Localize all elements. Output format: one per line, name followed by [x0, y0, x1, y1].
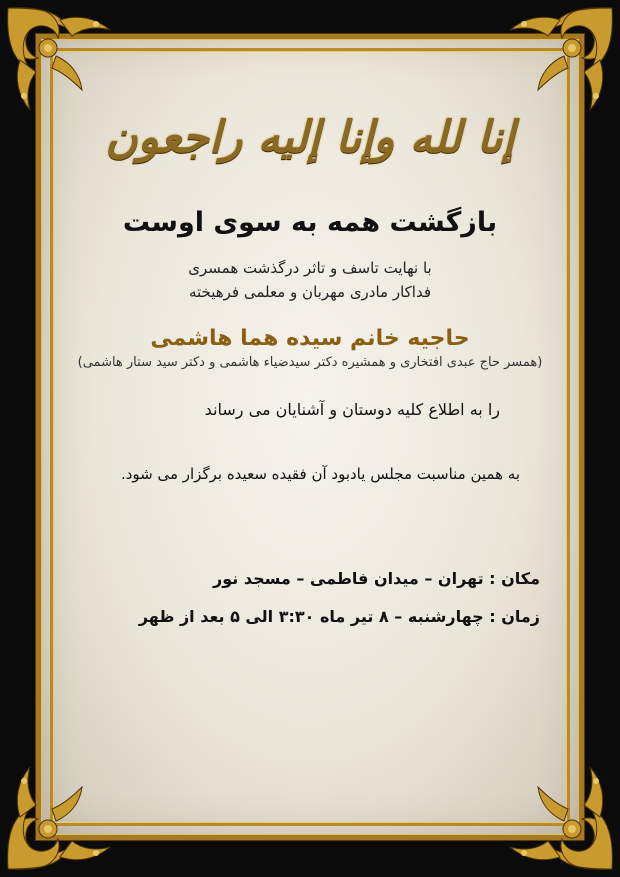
family-relations: (همسر حاج عبدی افتخاری و همشیره دکتر سیدضیاء هاشمی و دکتر سید ستار هاشمی): [77, 355, 543, 370]
ornament-corner-icon: [0, 759, 118, 877]
quranic-calligraphy: إنا لله وإنا إليه راجعون: [105, 112, 515, 163]
main-heading: بازگشت همه به سوی اوست: [122, 207, 498, 238]
announcement-content: [60, 100, 560, 636]
intro-line-1: با نهایت تاسف و تاثر درگذشت همسری: [188, 259, 432, 277]
memorial-text: به همین مناسبت مجلس یادبود آن فقیده سعیده برگزار می شود.: [120, 465, 520, 483]
intro-text: [60, 256, 560, 304]
inform-text: را به اطلاع کلیه دوستان و آشنایان می رساند: [204, 400, 500, 419]
ornament-corner-icon: [502, 759, 620, 877]
time-line: زمان : چهارشنبه – ۸ تیر ماه ۳:۳۰ الی ۵ بعد از ظهر: [138, 607, 540, 626]
intro-line-2: فداکار مادری مهربان و معلمی فرهیخته: [188, 283, 432, 301]
ceremony-details: [60, 560, 560, 636]
location-line: مکان : تهران – میدان فاطمی – مسجد نور: [213, 569, 540, 588]
deceased-name: حاجیه خانم سیده هما هاشمی: [150, 326, 470, 351]
